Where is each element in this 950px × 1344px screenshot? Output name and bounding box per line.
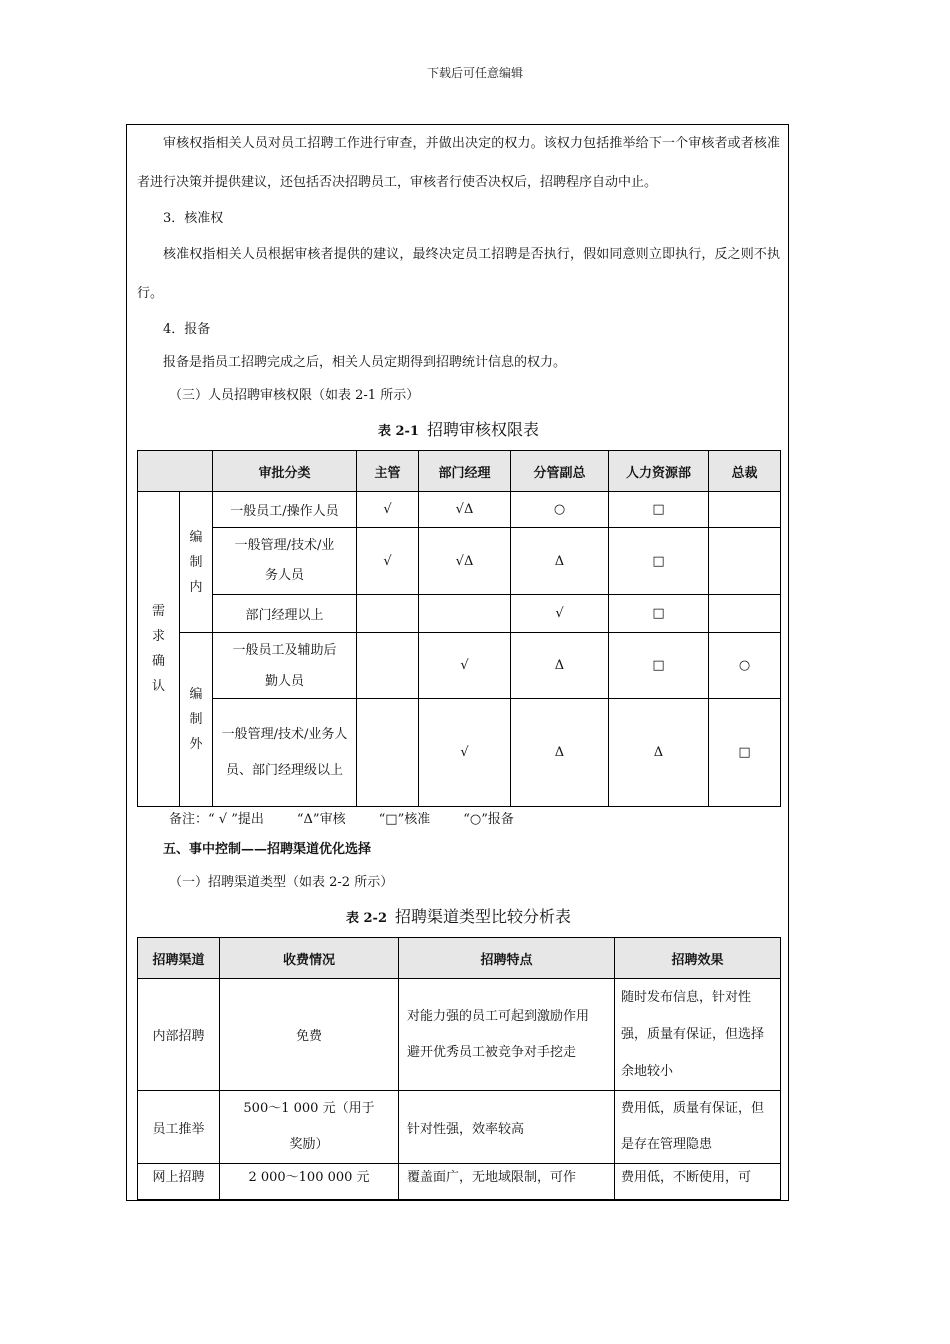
category-cell: 一般员工/操作人员 [213,492,357,528]
mark-cell: Δ [511,699,609,807]
mark-cell: √Δ [419,492,511,528]
subgroup-label: 编制外 [180,633,213,807]
mark-cell: √ [357,528,419,595]
table1-header-cell: 部门经理 [419,451,511,492]
mark-cell: √ [419,699,511,807]
category-cell: 部门经理以上 [213,595,357,633]
table1-header-cell: 分管副总 [511,451,609,492]
document-content [137,125,780,1200]
effect-cell: 随时发布信息，针对性强，质量有保证，但选择余地较小 [615,979,781,1091]
paragraph-filing: 报备是指员工招聘完成之后，相关人员定期得到招聘统计信息的权力。 [163,355,567,370]
mark-cell: √ [419,633,511,699]
mark-cell: √ [511,595,609,633]
effect-cell: 费用低，质量有保证，但是存在管理隐患 [615,1091,781,1164]
mark-cell: □ [609,528,709,595]
table-row [138,1091,781,1164]
mark-cell [709,595,781,633]
mark-cell [709,492,781,528]
subgroup-label: 编制内 [180,492,213,633]
document-frame [126,124,789,1201]
table1-header-cell: 主管 [357,451,419,492]
subheading-review-authority: （三）人员招聘审核权限（如表 2-1 所示） [169,388,420,403]
mark-cell: ○ [709,633,781,699]
feature-cell: 覆盖面广，无地域限制，可作 [399,1164,615,1200]
effect-cell: 费用低，不断使用，可 [615,1164,781,1200]
table1-header-row [138,451,781,492]
table2-header-cell: 招聘效果 [615,938,781,979]
mark-cell [357,699,419,807]
table1-header-blank [138,451,213,492]
table-row [138,633,781,699]
fee-cell: 2 000～100 000 元 [220,1164,399,1200]
channel-cell: 网上招聘 [138,1164,220,1200]
mark-cell: Δ [511,528,609,595]
table1-number: 表 2-1 [377,424,419,439]
review-authority-table [137,450,781,807]
group-label: 需求确认 [138,492,180,807]
mark-cell: Δ [609,699,709,807]
mark-cell [357,595,419,633]
table1-legend-note: 备注：“ √ ”提出 “Δ”审核 “□”核准 “○”报备 [169,812,514,827]
mark-cell: □ [609,492,709,528]
mark-cell: □ [709,699,781,807]
mark-cell: ○ [511,492,609,528]
table2-caption [137,899,780,937]
subheading-channel-types: （一）招聘渠道类型（如表 2-2 所示） [169,875,394,890]
table1-header-cell: 审批分类 [213,451,357,492]
table2-header-cell: 招聘渠道 [138,938,220,979]
table-row [138,979,781,1091]
mark-cell: □ [609,633,709,699]
table-row [138,492,781,528]
table2-header-cell: 招聘特点 [399,938,615,979]
category-cell: 一般管理/技术/业务人员、部门经理级以上 [213,699,357,807]
mark-cell: √ [357,492,419,528]
mark-cell [357,633,419,699]
category-cell: 一般员工及辅助后勤人员 [213,633,357,699]
mark-cell [709,528,781,595]
heading-approval-right: 3．核准权 [163,211,224,226]
channel-cell: 内部招聘 [138,979,220,1091]
section-heading: 五、事中控制——招聘渠道优化选择 [163,842,372,857]
mark-cell [419,595,511,633]
table1-caption [137,412,780,450]
channel-cell: 员工推举 [138,1091,220,1164]
table2-header-cell: 收费情况 [220,938,399,979]
category-cell: 一般管理/技术/业务人员 [213,528,357,595]
paragraph-approval-right: 核准权指相关人员根据审核者提供的建议，最终决定员工招聘是否执行，假如同意则立即执行，反之则不执行。 [137,247,780,301]
feature-cell: 针对性强，效率较高 [399,1091,615,1164]
channel-comparison-table [137,937,781,1200]
heading-filing: 4．报备 [163,322,211,337]
table-row [138,699,781,807]
mark-cell: √Δ [419,528,511,595]
mark-cell: Δ [511,633,609,699]
page-header: 下载后可任意编辑 [426,66,523,80]
feature-cell: 对能力强的员工可起到激励作用 避开优秀员工被竞争对手挖走 [399,979,615,1091]
table2-title: 招聘渠道类型比较分析表 [395,907,572,926]
table1-header-cell: 总裁 [709,451,781,492]
table-row [138,528,781,595]
table-row [138,595,781,633]
fee-cell: 500～1 000 元（用于奖励） [220,1091,399,1164]
paragraph-review-right: 审核权指相关人员对员工招聘工作进行审查，并做出决定的权力。该权力包括推举给下一个审核者或者核准者进行决策并提供建议，还包括否决招聘员工，审核者行使否决权后，招聘程序自动中止。 [137,136,780,190]
table1-title: 招聘审核权限表 [427,420,540,439]
table1-header-cell: 人力资源部 [609,451,709,492]
mark-cell: □ [609,595,709,633]
table2-header-row [138,938,781,979]
table2-number: 表 2-2 [345,911,387,926]
table-row [138,1164,781,1200]
fee-cell: 免费 [220,979,399,1091]
